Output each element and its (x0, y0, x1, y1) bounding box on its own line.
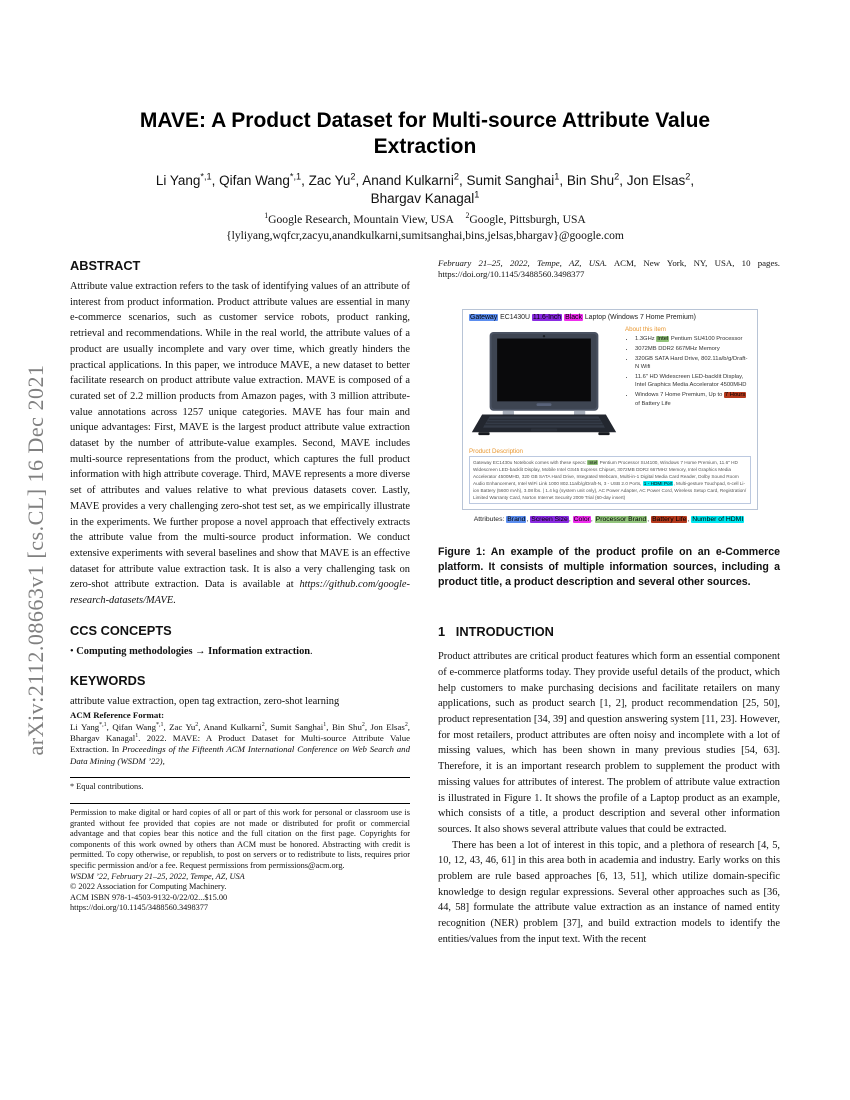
text-span: , Bin Shu (559, 173, 615, 188)
acm-ref-heading (70, 710, 410, 721)
product-description-heading: Product Description (469, 447, 523, 455)
bullet-item (635, 345, 751, 353)
text-span: Bhargav Kanagal (370, 191, 475, 207)
acm-ref-text (70, 722, 410, 768)
text-span: Pentium SU4100 Processor (669, 335, 743, 342)
text-span: 1 (135, 733, 139, 740)
text-span: ACM, New York, NY, USA, 10 pages. https://doi.org/10.1145/3488560.3498377 (438, 258, 780, 280)
keywords-heading: KEYWORDS (70, 673, 146, 689)
text-span: 2 (685, 171, 691, 182)
highlighted-span: Color (573, 516, 590, 524)
acm-ref-label: ACM Reference Format: (70, 710, 165, 721)
text-span: 2 (195, 721, 199, 728)
text-span: , Bin Shu (326, 721, 362, 732)
text-span: *,1 (156, 721, 164, 728)
highlighted-span: Black (565, 313, 582, 321)
text-span: 11.6" HD Widescreen LED-backlit Display, Intel Graphics Media Accelerator 4500MHD (635, 374, 747, 389)
highlighted-span: 1 - HDMI Port (643, 480, 673, 486)
text-span: , (690, 173, 695, 188)
text-span: 1 (554, 171, 560, 182)
text-span: Attributes: (473, 516, 507, 524)
text-span: Li Yang (155, 173, 201, 188)
text-span: , Qifan Wang (106, 721, 156, 732)
text-span: , (526, 516, 531, 524)
text-span: → (192, 645, 209, 657)
about-heading: About this item (625, 325, 666, 333)
text-span: of Battery Life (635, 400, 671, 407)
authors-line (65, 172, 785, 208)
ccs-text (70, 644, 410, 660)
bullet-item (635, 335, 751, 343)
laptop-icon (469, 328, 619, 440)
text-span: Computing methodologies (76, 645, 193, 657)
text-span: . (310, 645, 313, 657)
text-span: , Sumit Sanghai (264, 721, 324, 732)
text-span: Google Research, Mountain View, USA (268, 213, 454, 226)
text-span: 320GB SATA Hard Drive, 802.11a/b/g/Draft-N Wifi (635, 356, 748, 371)
text-span: , (568, 516, 573, 524)
paper-title: MAVE: A Product Dataset for Multi-source Attribute Value Extraction (139, 109, 711, 159)
product-row (469, 326, 751, 445)
attributes-line (438, 516, 780, 523)
bullet-item (635, 373, 751, 389)
text-span: Attribute value extraction refers to the task of identifying values of an attribute of interest from product information. Product attribute values are essential in many e-commerce scenarios, such as customer service robots, product ranking, retrieval and recommendations. While in the real world, the attribute values of a product are usually incomplete and vary over time, which greatly hinders the practical applications. In this paper, we introduce MAVE, a new dataset to better facilitate research on product attribute value extraction. MAVE is composed of a curated set of 2.2 million products from Amazon pages, with 3 million attribute-value annotations across 1257 unique categories. MAVE has four main and unique advantages: First, MAVE is the largest product attribute value extraction dataset by the number of attribute-value examples. Second, MAVE includes multi-source representations from the product, which captures the full product information with high attribute coverage. Third, MAVE represents a more diverse set of attributes and values relative to what previous datasets cover. Lastly, MAVE provides a very challenging zero-shot test set, as we empirically illustrate in the experiments. We further propose a novel approach that effectively extracts the attribute value from the multi-source product information. We conduct extensive experiments with several baselines and show that MAVE is an effective dataset for attribute value extraction task. It is also a very challenging task on zero-shot attribute extraction. Data is available at (70, 281, 410, 591)
footnote-text: * Equal contributions. (70, 782, 144, 792)
highlighted-span: Brand (507, 516, 526, 524)
laptop-image (469, 326, 621, 445)
ccs-heading: CCS CONCEPTS (70, 622, 172, 638)
figure-1 (438, 309, 780, 590)
footnote-rule (70, 777, 410, 778)
text-span: 2 (261, 721, 265, 728)
abstract-text (70, 279, 410, 609)
highlighted-span: 11.6-Inch (532, 313, 562, 321)
authors-line-1 (156, 173, 694, 188)
text-span: *,1 (200, 171, 212, 182)
text-span: Google, Pittsburgh, USA (469, 213, 586, 226)
authors-line-2 (371, 191, 480, 206)
text-span: Windows 7 Home Premium, Up to (635, 392, 724, 399)
text-span: Gateway EC1430u Notebook comes with these specs: (473, 459, 588, 465)
text-span: , Sumit Sanghai (458, 173, 555, 188)
text-span: , Zac Yu (301, 173, 351, 188)
text-span: 2 (404, 721, 408, 728)
highlighted-span: Screen Size (531, 516, 568, 524)
intro-paragraph-2: There has been a lot of interest in this topic, and a plethora of research [4, 5, 10, 12, 43, 46, 61] in this area both in academia and industry. Early works on this problem are rule based approaches [6, 13, 51], which utilize domain-specific knowledge to design regular expressions. Several other approaches such as [36, 44, 58] formulate the attribute value extraction as an instance of named entity recognition (NER) problem [37], and build extraction models to identify the entities/values from the input text. With the recent (438, 839, 780, 945)
text-span: • (70, 645, 77, 657)
text-span: February 21–25, 2022, Tempe, AZ, USA. (438, 258, 608, 268)
highlighted-span: 7 Hours (724, 392, 746, 399)
text-span: , Anand Kulkarni (198, 721, 262, 732)
acm-ref-continuation (438, 258, 780, 281)
text-span: Li Yang (70, 721, 100, 732)
doi-link[interactable]: https://doi.org/10.1145/3488560.3498377 (70, 903, 209, 913)
text-span: 1 (323, 721, 327, 728)
affiliations (65, 213, 785, 226)
text-span: 3072MB DDR2 667MHz Memory (635, 345, 720, 352)
highlighted-span: Intel (588, 459, 598, 465)
about-this-item (621, 326, 751, 445)
highlighted-span: Gateway (470, 313, 498, 321)
text-span: 1 (474, 189, 480, 200)
highlighted-span: Intel (657, 335, 669, 342)
left-column (70, 258, 410, 914)
text-span: Information extraction (208, 645, 311, 657)
text-span: Laptop (Windows 7 Home Premium) (582, 313, 696, 321)
product-title (469, 314, 751, 323)
text-span: , Jon Elsas (619, 173, 686, 188)
text-span: 1.3GHz (635, 335, 657, 342)
text-span: , (647, 516, 652, 524)
github-link[interactable]: https://github.com/google-research-datasets/MAVE (70, 579, 410, 607)
text-span: 2 (361, 721, 365, 728)
highlighted-span: Processor Brand (595, 516, 647, 524)
product-description-text (469, 456, 751, 504)
text-span (454, 213, 466, 226)
highlighted-span: Battery Life (652, 516, 687, 524)
copyright-rule (70, 803, 410, 804)
text-span: , Qifan Wang (211, 173, 290, 188)
keywords-text: attribute value extraction, open tag extraction, zero-shot learning (70, 696, 340, 708)
intro-paragraph-1: Product attributes are critical product features which form an essential component of e-commerce platforms today. They provide useful details of the product, which help customers to make purchasing decisions and facilitate retailers on many applications, such as product search [1, 2], product recommendation [25, 50], product representation [34, 39] and question answering system [11, 23]. However, for most retailers, product attributes are often noisy and incomplete with a lot of missing values, which has been shown in many previous studies [54, 63]. Therefore, it is an important research problem to supplement the product with missing values for attributes of interest. The problem of attribute value extraction is illustrated in Figure 1. It shows the profile of a Laptop product as an example, which consists of a title, a product description and several other information sources. It also shows several attribute values that could be extracted. (438, 651, 780, 835)
section-heading-introduction: 1 INTRODUCTION (438, 624, 554, 640)
bullet-item (635, 391, 751, 407)
text-span: . (173, 595, 176, 607)
permission-text: Permission to make digital or hard copies of all or part of this work for personal or classroom use is granted without fee provided that copies are not made or distributed for profit or commercial advantage and that copies bear this notice and the full citation on the first page. Copyrights for components of this work owned by others than ACM must be honored. Abstracting with credit is permitted. To copy otherwise, or republish, to post on servers or to redistribute to lists, requires prior specific permission and/or a fee. Request permissions from permissions@acm.org. (70, 807, 410, 870)
text-span: , (590, 516, 595, 524)
text-span: *,1 (289, 171, 302, 182)
arxiv-watermark: arXiv:2112.08663v1 [cs.CL] 16 Dec 2021 (23, 364, 48, 756)
about-bullets (625, 335, 751, 408)
text-span: . 2022. MAVE: A Product Dataset for Multi-source Attribute Value Extraction. In (70, 733, 410, 755)
abstract-heading: ABSTRACT (70, 258, 141, 273)
isbn-line: ACM ISBN 978-1-4503-9132-0/22/02...$15.00 (70, 892, 228, 902)
right-column (438, 258, 780, 948)
text-span: , Zac Yu (163, 721, 196, 732)
text-span: *,1 (99, 721, 107, 728)
text-span: 1 (264, 211, 269, 221)
text-span: , (687, 516, 692, 524)
text-span: , Jon Elsas (364, 721, 405, 732)
copyright-line: © 2022 Association for Computing Machinery. (70, 882, 227, 892)
text-span: Pentium Processor SU4100, Windows 7 Home Premium, 11.6" HD Widescreen LED-backlit Display, Mobile Intel GS45 Express Chipset, 3072MB DDR2 667MHz Memory, Intel Graphics Media Accelerator 4500MHD, 320 GB SATA Hard Drive, Integrated Webcam, Multi-in-1 Digital Media Card Reader, Dolby Sound Room Audio Enhancement, Intel WiFi Link 1000 802.11a/b/g/Draft-N, 3 - USB 2.0 Ports, (473, 459, 739, 486)
highlighted-span: Number of HDMI (692, 516, 744, 524)
text-span: , Multi-gesture Touchpad, 6-cell Li-ion Battery (5600 mAh), 3.08 lbs. | 1.4 kg (system unit only), AC Power Adapter, AC Power Cord, Wireless Setup Card, Registration/ Limited Warranty Card, Norton Internet Security 2009 Trial (60-day insert) (473, 480, 747, 501)
text-span: 2 (350, 171, 356, 182)
text-span: 2 (453, 171, 459, 182)
author-emails: {lyliyang,wqfcr,zacyu,anandkulkarni,sumitsanghai,bins,jelsas,bhargav}@google.com (226, 229, 624, 242)
text-span: 2 (614, 171, 620, 182)
text-span: , Bhargav Kanagal (70, 721, 410, 744)
text-span: , Anand Kulkarni (355, 173, 454, 188)
figure-caption: Figure 1: An example of the product profile on an e-Commerce platform. It consists of multiple information sources, including a product title, a product description and several other sources. (438, 546, 780, 589)
text-span: EC1430U (498, 313, 532, 321)
text-span: Proceedings of the Fifteenth ACM International Conference on Web Search and Data Mining (WSDM ’22), (70, 744, 410, 766)
text-span: 2 (465, 211, 470, 221)
product-card (462, 309, 758, 510)
bullet-item (635, 355, 751, 371)
venue-line: WSDM ’22, February 21–25, 2022, Tempe, AZ, USA (70, 871, 245, 881)
